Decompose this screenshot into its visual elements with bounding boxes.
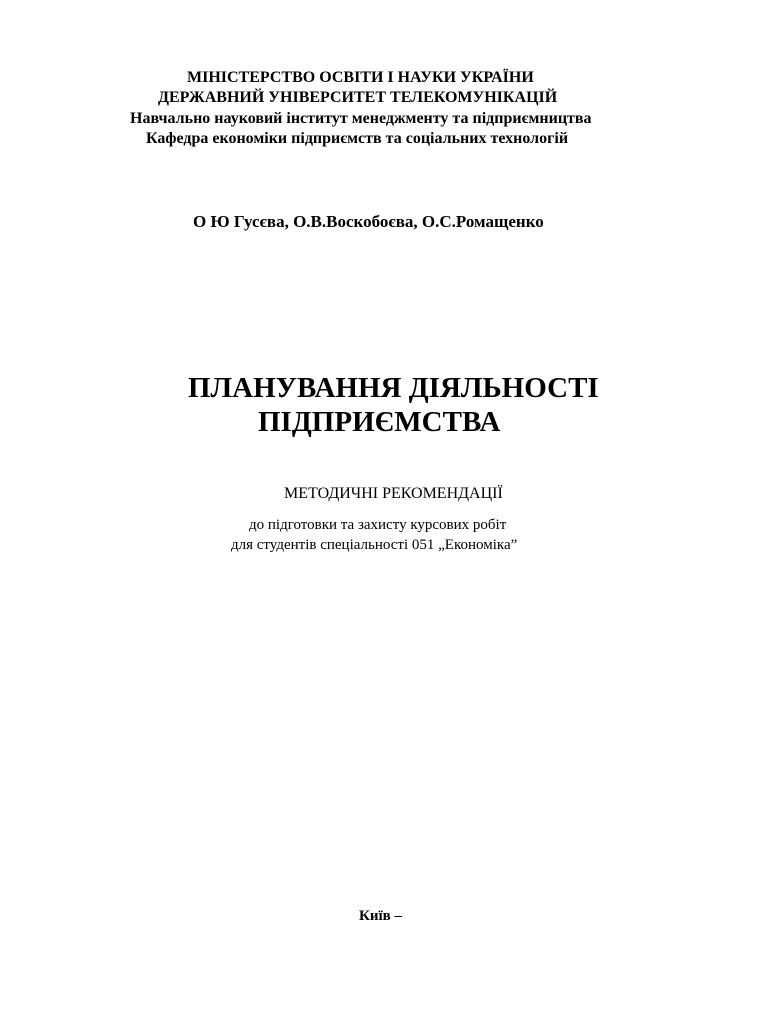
- document-title-line-2: ПІДПРИЄМСТВА: [258, 406, 501, 438]
- description-line-2: для студентів спеціальності 051 „Економіка”: [231, 537, 518, 553]
- document-subtitle: МЕТОДИЧНІ РЕКОМЕНДАЦІЇ: [284, 485, 503, 502]
- department-heading: Кафедра економіки підприємств та соціальних технологій: [146, 130, 569, 147]
- university-heading: ДЕРЖАВНИЙ УНІВЕРСИТЕТ ТЕЛЕКОМУНІКАЦІЙ: [158, 89, 558, 106]
- document-title-line-1: ПЛАНУВАННЯ ДІЯЛЬНОСТІ: [188, 372, 599, 404]
- institute-heading: Навчально науковий інститут менеджменту та підприємництва: [130, 110, 592, 127]
- ministry-heading: МІНІСТЕРСТВО ОСВІТИ І НАУКИ УКРАЇНИ: [187, 69, 534, 86]
- authors: О Ю Гусєва, О.В.Воскобоєва, О.С.Ромащенко: [193, 212, 544, 231]
- description-line-1: до підготовки та захисту курсових робіт: [249, 517, 507, 533]
- city-footer: Київ –: [359, 908, 403, 924]
